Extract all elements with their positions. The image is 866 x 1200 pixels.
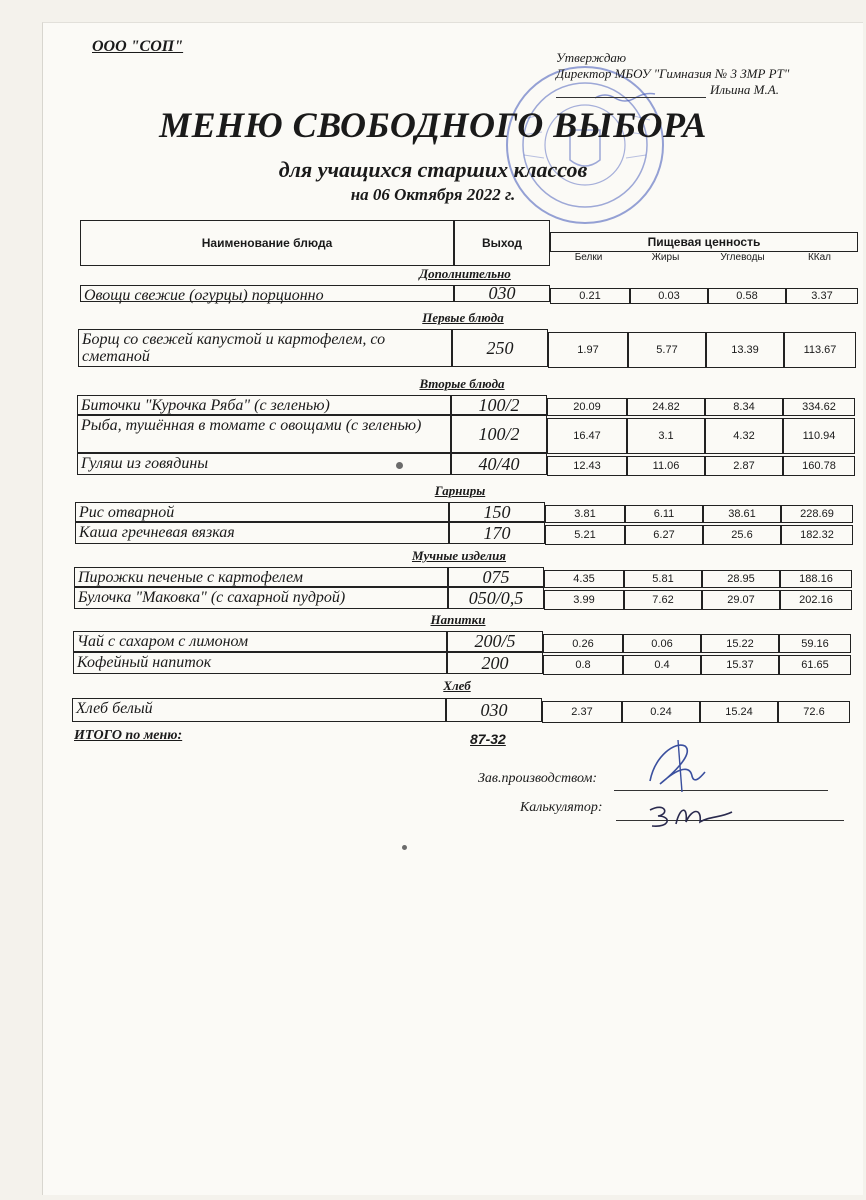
dish-name: Рис отварной [75,502,449,522]
dish-yield: 40/40 [451,453,547,475]
header-yield: Выход [454,220,550,266]
company-name: ООО "СОП" [92,38,184,55]
dish-fat: 24.82 [627,398,705,416]
dish-fat: 3.1 [627,418,705,454]
dish-fat: 0.4 [623,655,701,675]
dish-yield: 200/5 [447,631,543,652]
table-header [80,220,858,266]
section-title: Напитки [430,612,486,627]
dish-protein: 3.99 [544,590,624,610]
dish-kcal: 61.65 [779,655,851,675]
dish-carbs: 15.37 [701,655,779,675]
header-dish-name: Наименование блюда [80,220,454,266]
dish-protein: 4.35 [544,570,624,588]
dish-yield: 150 [449,502,545,522]
dish-name: Борщ со свежей капустой и картофелем, со сметаной [78,329,452,367]
total-label: ИТОГО по меню: [74,728,183,743]
dish-yield: 100/2 [451,395,547,415]
menu-date: на 06 Октября 2022 г. [350,185,516,204]
section-title: Вторые блюда [419,376,505,391]
ink-spot [402,845,407,850]
dish-carbs: 0.58 [708,288,786,304]
section-title: Гарниры [434,483,486,498]
section-title: Мучные изделия [411,548,507,563]
dish-name: Биточки "Курочка Ряба" (с зеленью) [77,395,451,415]
calculator-signature-label: Калькулятор: [520,800,603,815]
dish-protein: 12.43 [547,456,627,476]
dish-name: Каша гречневая вязкая [75,522,449,544]
dish-protein: 3.81 [545,505,625,523]
approval-line-3 [556,82,856,98]
dish-name: Чай с сахаром с лимоном [73,631,447,652]
section-title: Хлеб [443,678,471,693]
dish-protein: 0.21 [550,288,630,304]
dish-carbs: 2.87 [705,456,783,476]
dish-kcal: 160.78 [783,456,855,476]
dish-kcal: 72.6 [778,701,850,723]
header-protein: Белки [574,252,603,263]
dish-protein: 0.26 [543,634,623,653]
dish-fat: 6.11 [625,505,703,523]
dish-yield: 075 [448,567,544,587]
dish-name: Гуляш из говядины [77,453,451,475]
dish-carbs: 15.22 [701,634,779,653]
dish-yield: 030 [446,698,542,722]
dish-yield: 100/2 [451,415,547,453]
approval-line-1: Утверждаю [556,50,627,65]
dish-carbs: 8.34 [705,398,783,416]
dish-yield: 200 [447,652,543,674]
dish-fat: 7.62 [624,590,702,610]
dish-protein: 20.09 [547,398,627,416]
dish-kcal: 110.94 [783,418,855,454]
dish-yield: 170 [449,522,545,544]
section-title: Дополнительно [419,266,511,281]
dish-kcal: 334.62 [783,398,855,416]
dish-name: Кофейный напиток [73,652,447,674]
dish-fat: 0.24 [622,701,700,723]
dish-carbs: 29.07 [702,590,780,610]
dish-carbs: 28.95 [702,570,780,588]
director-signature-line [556,97,706,98]
dish-fat: 0.03 [630,288,708,304]
header-nutrition: Пищевая ценность [550,232,858,252]
dish-name: Овощи свежие (огурцы) порционно [80,285,454,302]
dish-kcal: 202.16 [780,590,852,610]
production-signature-label: Зав.производством: [478,771,598,786]
header-fat: Жиры [651,252,680,263]
dish-carbs: 38.61 [703,505,781,523]
dish-carbs: 13.39 [706,332,784,368]
total-value: 87-32 [470,731,506,747]
dish-kcal: 113.67 [784,332,856,368]
dish-protein: 16.47 [547,418,627,454]
dish-name: Пирожки печеные с картофелем [74,567,448,587]
ink-spot [396,462,403,469]
calculator-signature [640,800,740,830]
dish-carbs: 4.32 [705,418,783,454]
production-signature [630,736,720,796]
approval-block [556,50,856,98]
dish-name: Рыба, тушённая в томате с овощами (с зеленью) [77,415,451,453]
director-name: Ильина М.А. [710,82,779,97]
approval-line-2: Директор МБОУ "Гимназия № 3 ЗМР РТ" [556,66,790,81]
dish-protein: 5.21 [545,525,625,545]
dish-kcal: 3.37 [786,288,858,304]
dish-fat: 6.27 [625,525,703,545]
dish-kcal: 188.16 [780,570,852,588]
header-kcal: ККал [807,252,832,263]
dish-yield: 250 [452,329,548,367]
menu-subtitle: для учащихся старших классов [278,157,588,182]
section-title: Первые блюда [422,310,504,325]
dish-kcal: 59.16 [779,634,851,653]
dish-carbs: 25.6 [703,525,781,545]
dish-name: Булочка "Маковка" (с сахарной пудрой) [74,587,448,609]
dish-yield: 050/0,5 [448,587,544,609]
dish-kcal: 182.32 [781,525,853,545]
dish-protein: 1.97 [548,332,628,368]
dish-fat: 5.77 [628,332,706,368]
menu-title: МЕНЮ СВОБОДНОГО ВЫБОРА [159,105,707,145]
dish-yield: 030 [454,285,550,302]
dish-carbs: 15.24 [700,701,778,723]
dish-protein: 0.8 [543,655,623,675]
dish-name: Хлеб белый [72,698,446,722]
dish-fat: 11.06 [627,456,705,476]
header-carbs: Углеводы [720,252,765,263]
dish-protein: 2.37 [542,701,622,723]
dish-fat: 0.06 [623,634,701,653]
dish-fat: 5.81 [624,570,702,588]
dish-kcal: 228.69 [781,505,853,523]
